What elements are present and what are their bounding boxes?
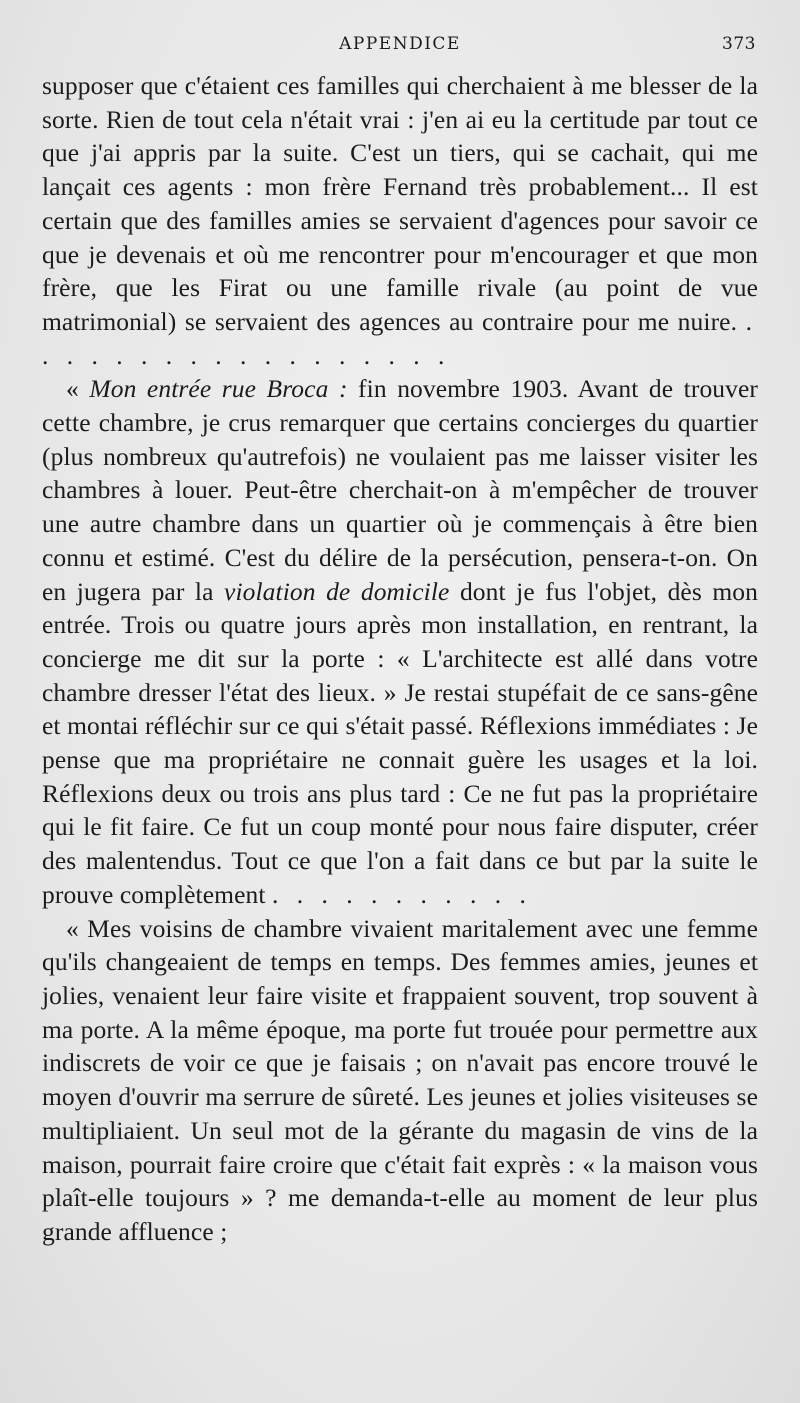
emphasis-phrase: violation de domicile [224, 576, 450, 606]
paragraph-2-text-a: fin novembre 1903. Avant de trouver cette chambre, je crus remarquer que certains concierges du quartier (plus nombreux qu'autrefois) ne voulaient pas me laisser visiter les chambres à louer. Peut-être cherchait-on à m'empêcher de trouver une autre chambre dans un quartier où je commençais à être bien connu et estimé. C'est du délire de la persécution, pensera-t-on. On en jugera par la [42, 374, 759, 606]
paragraph-2 [42, 372, 758, 911]
dot-leader: . . . . . . . . . . . [272, 879, 532, 909]
page-number: 373 [722, 34, 756, 54]
paragraph-3 [42, 912, 758, 1249]
running-header [42, 30, 758, 62]
paragraph-1-text: supposer que c'étaient ces familles qui cherchaient à me blesser de la sorte. Rien de tout cela n'était vrai : j'en ai eu la certitude par tout ce que j'ai appris par la suite. C'est un tiers, qui se cachait, qui me lançait ces agents : mon frère Fernand très probablement... Il est certain que des familles amies se servaient d'agences pour savoir ce que je devenais et où me rencontrer pour m'encourager et que mon frère, que les Firat ou une famille rivale (au point de vue matrimonial) se servaient des agences au contraire pour me nuire. [42, 71, 758, 336]
open-quote: « [66, 374, 90, 404]
paragraph-3-text: « Mes voisins de chambre vivaient maritalement avec une femme qu'ils changeaient de temps en temps. Des femmes amies, jeunes et jolies, venaient leur faire visite et frappaient souvent, trop souvent à ma porte. A la même époque, ma porte fut trouée pour permettre aux indiscrets de voir ce que je faisais ; on n'avait pas encore trouvé le moyen d'ouvrir ma serrure de sûreté. Les jeunes et jolies visiteuses se multipliaient. Un seul mot de la gérante du magasin de vins de la maison, pourrait faire croire que c'était fait exprès : « la maison vous plaît-elle toujours » ? me demanda-t-elle au moment de leur plus grande affluence ; [42, 913, 758, 1246]
dot-leader: . . . . . . . . . . . . . . . . . . [42, 306, 758, 370]
paragraph-2-text-b: dont je fus l'objet, dès mon entrée. Trois ou quatre jours après mon installation, en rentrant, la concierge me dit sur la porte : « L'architecte est allé dans votre chambre dresser l'état des lieux. » Je restai stupéfait de ce sans-gêne et montai réfléchir sur ce qui s'était passé. Réflexions immédiates : Je pense que ma propriétaire ne connait guère les usages et la loi. Réflexions deux ou trois ans plus tard : Ce ne fut pas la propriétaire qui le fit faire. Ce fut un coup monté pour nous faire disputer, créer des malentendus. Tout ce que l'on a fait dans ce but par la suite le prouve complètement [42, 576, 758, 909]
body-text [42, 69, 758, 1249]
emphasis-heading: Mon entrée rue Broca : [89, 374, 348, 404]
running-title: APPENDICE [339, 34, 461, 54]
paragraph-1 [42, 69, 758, 372]
